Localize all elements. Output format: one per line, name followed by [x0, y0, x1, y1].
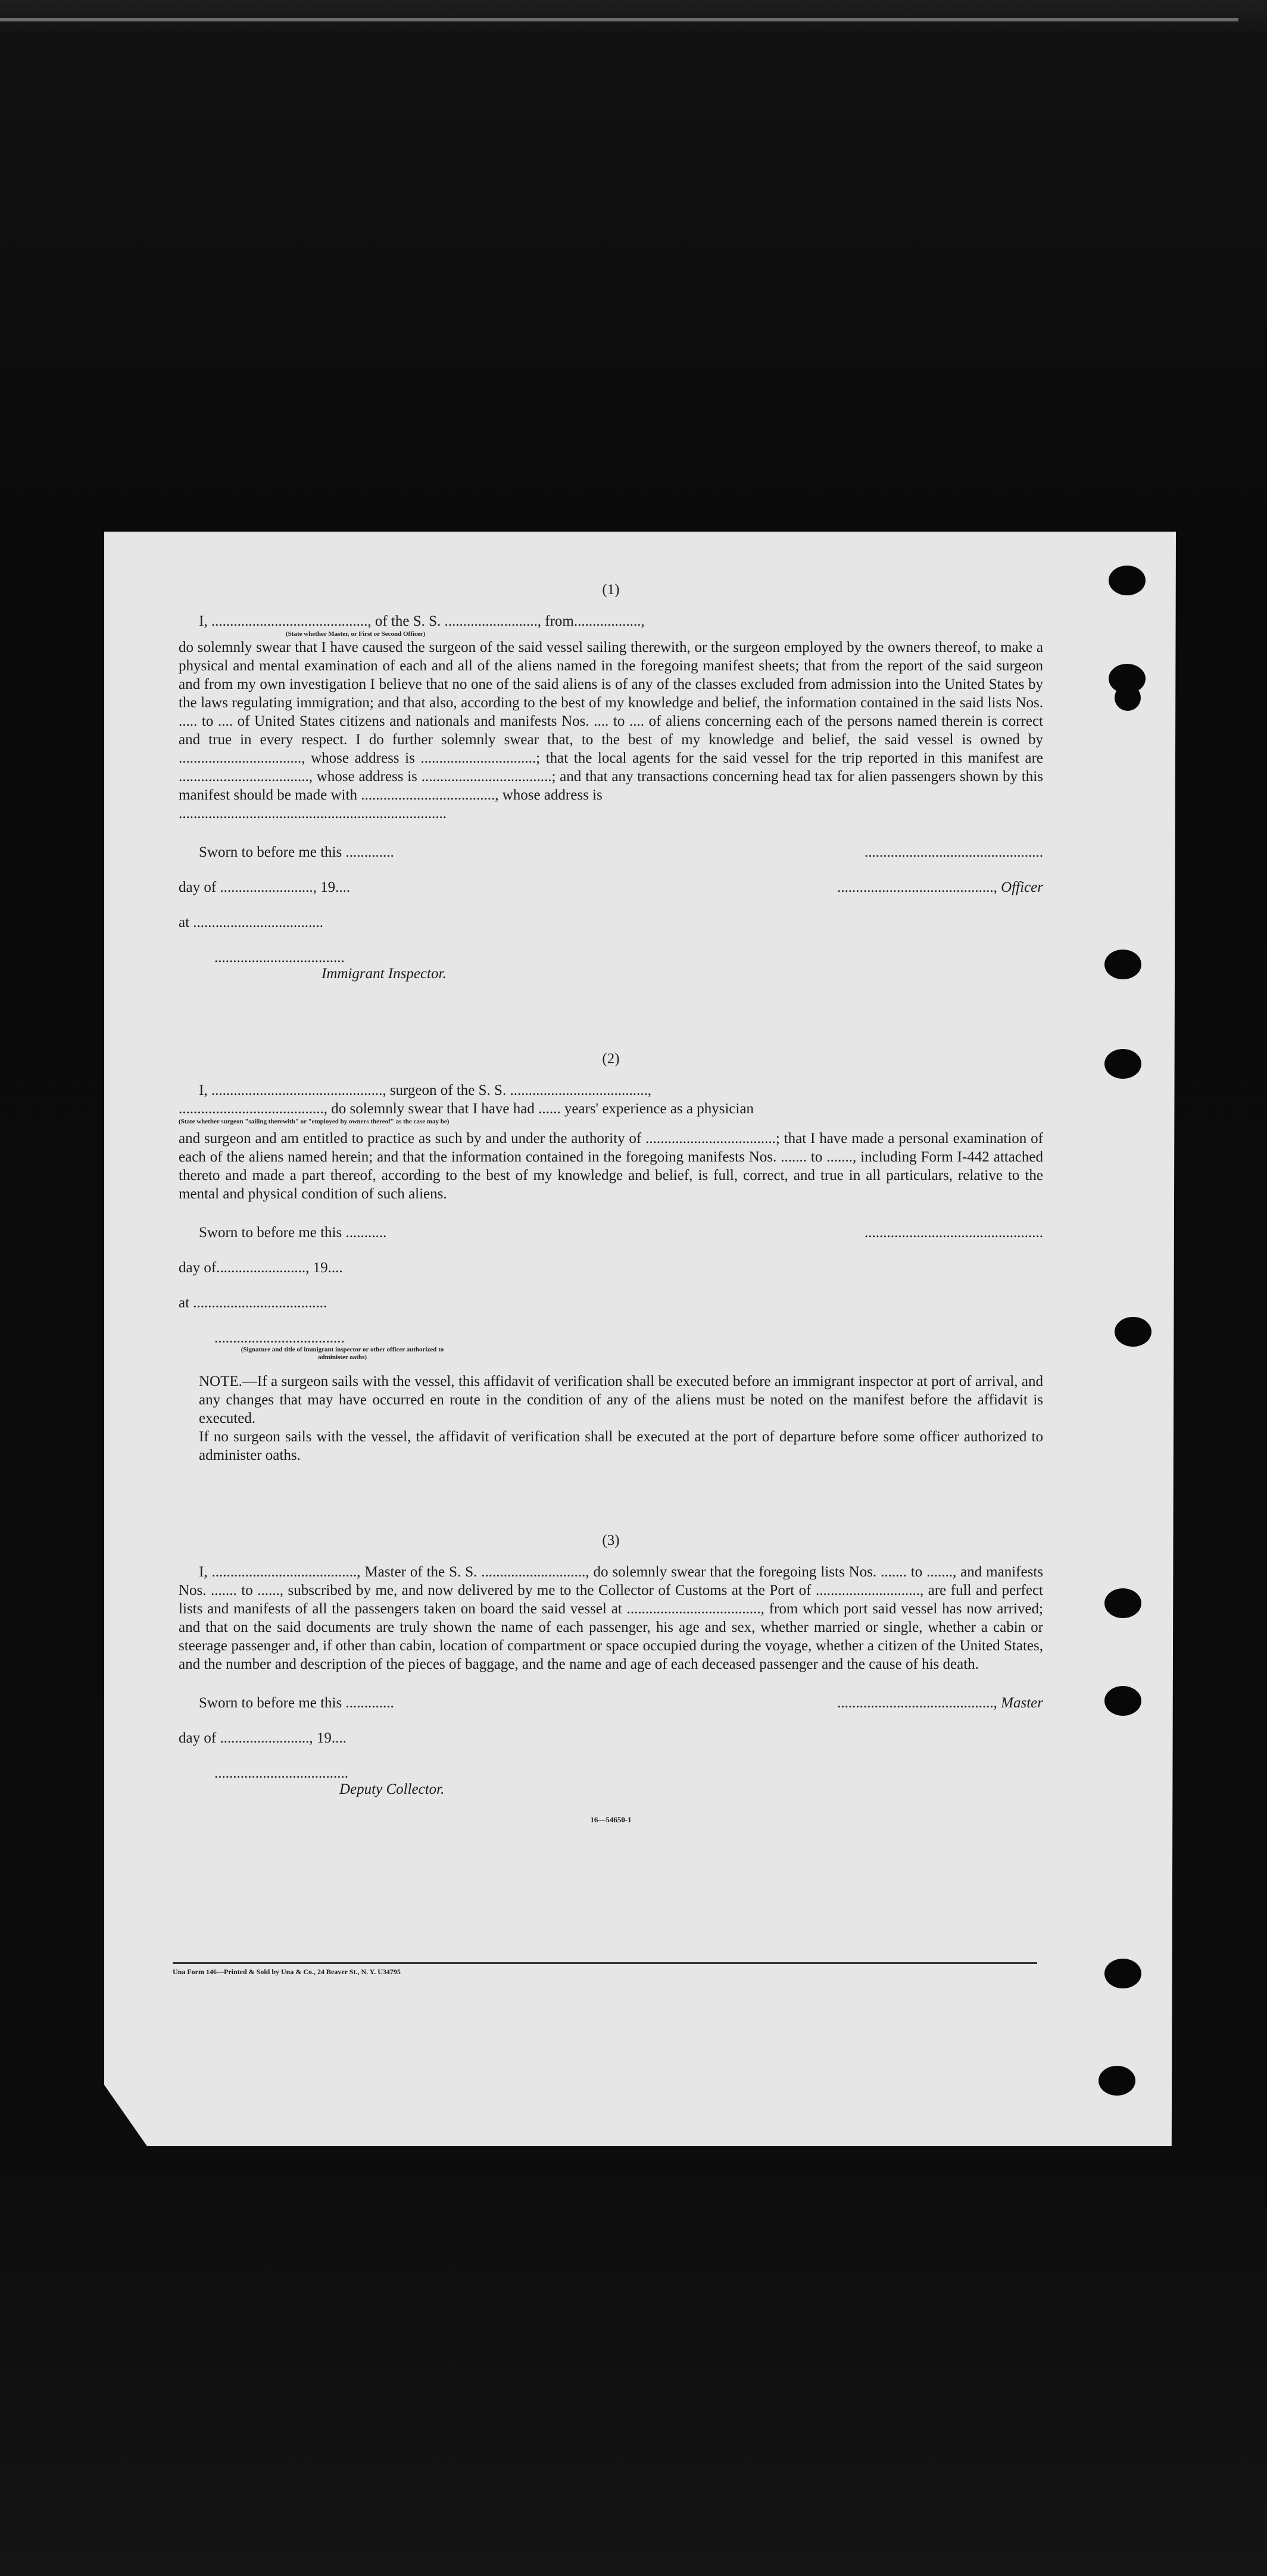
section-2-right-signature-dots: ................................................ [865, 1225, 1043, 1241]
section-2-signature-caption: (Signature and title of immigrant inspector or other officer authorized to administer oaths) [241, 1346, 444, 1361]
section-1-caption: (State whether Master, or First or Second Officer) [286, 630, 426, 638]
binder-hole [1115, 685, 1141, 711]
section-2-number: (2) [602, 1051, 620, 1067]
bottom-rule [173, 1962, 1037, 1964]
section-3-collector-title: Deputy Collector. [339, 1781, 445, 1797]
section-1-at-line: at ................................... [179, 914, 324, 931]
section-1-trailing-dots: ........................................................................ [179, 805, 447, 822]
section-3-oath-paragraph: I, ......................................., Master of the S. S. ............................, do solemnly swear that the foregoing lists Nos. ....... to ......., and manifests Nos. ....... to ......, subscribed by me, and now delivered by me to the Collector of Customs at the Port of ............................, are full and perfect lists and manifests of all the passengers taken on board the said vessel at ...................................., from which port said vessel has now arrived; and that on the said documents are truly shown the name of each passenger, his age and sex, whether married or single, whether a cabin or steerage passenger and, if other than cabin, location of compartment or space occupied during the voyage, whether a citizen of the United States, and the number and description of the pieces of baggage, and the name and age of each deceased passenger and the cause of his death. [179, 1564, 1043, 1672]
binder-hole [1104, 1049, 1141, 1079]
section-3-sworn-line: Sworn to before me this ............. [199, 1695, 394, 1711]
form-content [179, 580, 1043, 1829]
section-1-day-line: day of ........................., 19.... [179, 879, 351, 895]
binder-hole [1099, 2066, 1135, 2096]
section-2-note: NOTE.—If a surgeon sails with the vessel, this affidavit of verification shall be executed before an immigrant inspector at port of arrival, and any changes that may have occurred en route in the condition of any of the aliens must be noted on the manifest before the affidavit is executed. [199, 1373, 1043, 1426]
binder-hole [1104, 1959, 1141, 1988]
section-1-oath-paragraph: do solemnly swear that I have caused the surgeon of the said vessel sailing therewith, or the surgeon employed by the owners thereof, to make a physical and mental examination of each and all of the aliens named in the foregoing manifest sheets; that from the report of the said surgeon and from my own investigation I believe that no one of the said aliens is of any of the classes excluded from admission into the United States by the laws regulating immigration; and that also, according to the best of my knowledge and belief, the information contained in the said lists Nos. ..... to .... of United States citizens and nationals and manifests Nos. .... to .... of aliens concerning each of the persons named therein is correct and true in every respect. I do further solemnly swear that, to the best of my knowledge and belief, the said vessel is owned by ................................., whose address is ...............................; that the local agents for the said vessel for the trip reported in this manifest are ..................................., whose address is ...................................; and that any transactions concerning head tax for alien passengers shown by this manifest should be made with ...................................., whose address is [179, 639, 1043, 803]
section-1-inspector-dots: ................................... [214, 950, 345, 966]
section-1-officer-dots: .......................................... [837, 879, 994, 895]
section-2-opening-line: I, .............................................., surgeon of the S. S. ....................................., [199, 1082, 651, 1098]
section-3-signatures [179, 1685, 1043, 1798]
section-2-at-line: at .................................... [179, 1295, 327, 1311]
section-2-signatures [179, 1215, 1043, 1362]
section-3-master-dots: .......................................... [837, 1695, 994, 1711]
section-3-collector-dots: .................................... [214, 1765, 348, 1781]
binder-hole [1115, 1317, 1151, 1347]
section-1-inspector-title: Immigrant Inspector. [322, 966, 447, 982]
section-2-note-continued: If no surgeon sails with the vessel, the affidavit of verification shall be executed at the port of departure before some officer authorized to administer oaths. [199, 1429, 1043, 1463]
section-1-signatures [179, 835, 1043, 983]
scan-edge-line [0, 18, 1238, 21]
section-3-master-title: Master [1001, 1695, 1043, 1711]
section-1-number: (1) [602, 582, 620, 598]
binder-hole [1104, 1686, 1141, 1716]
printer-line: Una Form 146—Printed & Sold by Una & Co., 24 Beaver St., N. Y. U34795 [173, 1968, 401, 1976]
section-3-number: (3) [602, 1532, 620, 1548]
section-1-officer-title: Officer [1001, 879, 1043, 895]
section-1-sworn-line: Sworn to before me this ............. [199, 844, 394, 860]
binder-hole [1104, 1588, 1141, 1618]
section-2-oath-paragraph: and surgeon and am entitled to practice as such by and under the authority of ...................................; that I have made a personal examination of each of the aliens named herein; and that the information contained in the foregoing manifests Nos. ....... to ......., including Form I-442 attached thereto and made a part thereof, according to the best of my knowledge and belief, is full, correct, and true in all particulars, relative to the mental and physical condition of such aliens. [179, 1131, 1043, 1202]
section-3-master-line: .........................................., Master [837, 1695, 1043, 1711]
form-number: 16—54650-1 [590, 1815, 632, 1824]
binder-hole [1109, 566, 1146, 595]
section-3-day-line: day of ........................, 19.... [179, 1730, 347, 1746]
section-2-second-line: ......................................., do solemnly swear that I have had ...... years' experience as a physician [179, 1101, 754, 1117]
section-2-caption: (State whether surgeon "sailing therewith" or "employed by owners thereof" as the case may be) [179, 1118, 450, 1125]
section-2-sworn-line: Sworn to before me this ........... [199, 1225, 387, 1241]
binder-hole [1104, 950, 1141, 979]
section-2-day-line: day of........................, 19.... [179, 1260, 343, 1276]
section-1-signature-dots: ................................................ [865, 844, 1043, 860]
section-1-officer-line: .........................................., Officer [837, 879, 1043, 895]
section-2-signature-dots: ................................... [214, 1330, 345, 1346]
section-1-opening-line: I, .........................................., of the S. S. ........................., from.................., [199, 613, 645, 629]
